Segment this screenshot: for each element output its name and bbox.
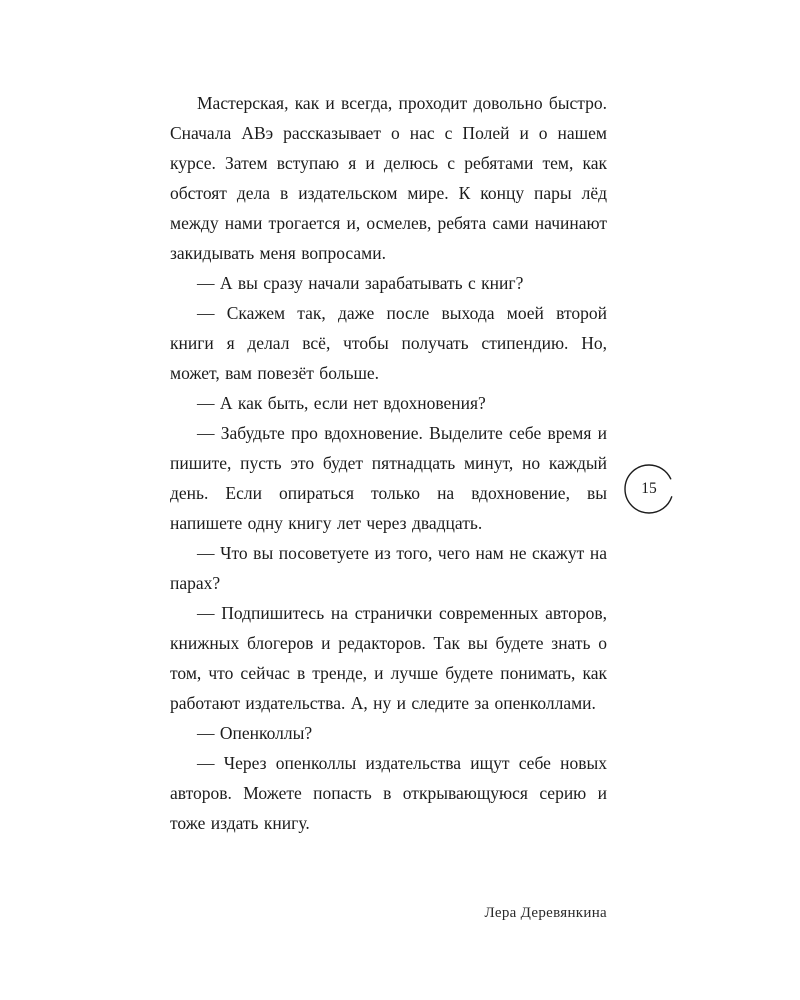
dialogue-paragraph: — А вы сразу начали зарабатывать с книг? <box>197 273 524 293</box>
dialogue-paragraph: — Опенколлы? <box>197 723 313 743</box>
dialogue-paragraph: — Скажем так, даже после выхода моей второй книги я делал всё, чтобы получать стипендию. Но, может, вам повезёт больше. <box>170 303 607 383</box>
page-number: 15 <box>641 480 657 497</box>
dialogue-paragraph: — А как быть, если нет вдохновения? <box>197 393 486 413</box>
page-number-marker <box>620 460 678 518</box>
footer-author: Лера Деревянкина <box>484 905 607 921</box>
text-block <box>170 88 607 838</box>
dialogue-paragraph: — Что вы посоветуете из того, чего нам не скажут на парах? <box>170 543 607 593</box>
dialogue-paragraph: — Подпишитесь на странички современных авторов, книжных блогеров и редакторов. Так вы будете знать о том, что сейчас в тренде, и лучше будете понимать, как работают издательства. А, ну и следите за опенколлами. <box>170 603 607 713</box>
dialogue-paragraph: — Через опенколлы издательства ищут себе новых авторов. Можете попасть в открывающуюся серию и тоже издать книгу. <box>170 753 607 833</box>
narration-paragraph: Мастерская, как и всегда, проходит довольно быстро. Сначала АВэ рассказывает о нас с Полей и о нашем курсе. Затем вступаю я и делюсь с ребятами тем, как обстоят дела в издательском мире. К концу пары лёд между нами трогается и, осмелев, ребята сами начинают закидывать меня вопросами. <box>170 93 607 263</box>
dialogue-paragraph: — Забудьте про вдохновение. Выделите себе время и пишите, пусть это будет пятнадцать минут, но каждый день. Если опираться только на вдохновение, вы напишете одну книгу лет через двадцать. <box>170 423 607 533</box>
